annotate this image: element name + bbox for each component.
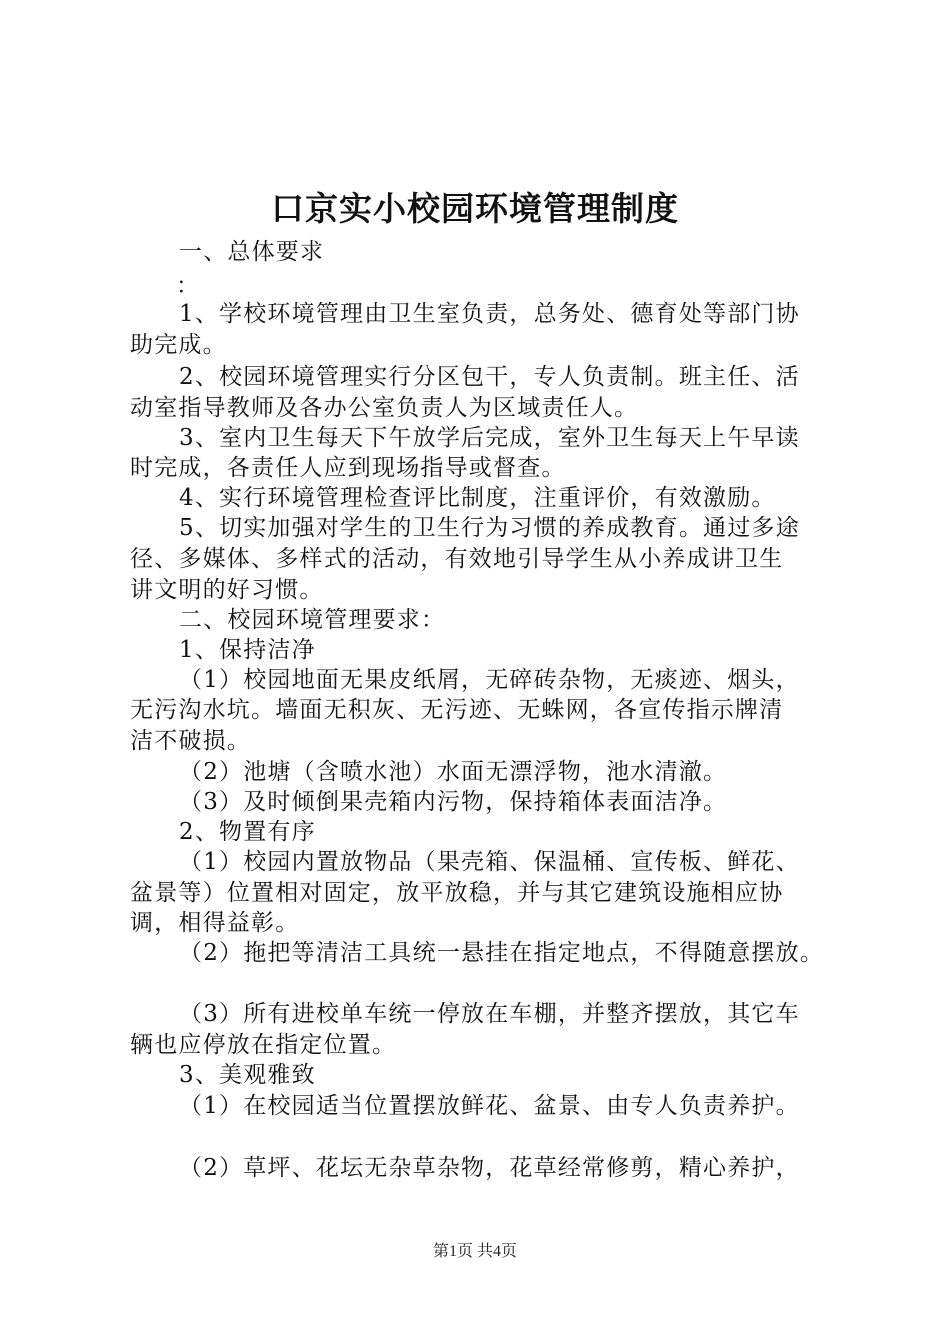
text-line: 洁不破损。: [130, 728, 251, 754]
subsection-heading: 1、保持洁净: [179, 637, 316, 663]
text-line: （3）及时倾倒果壳箱内污物，保持箱体表面洁净。: [179, 789, 728, 815]
text-line: 5、切实加强对学生的卫生行为习惯的养成教育。通过多途: [179, 515, 800, 541]
document-title: 口京实小校园环境管理制度: [271, 189, 679, 228]
text-line: （1）校园内置放物品（果壳箱、保温桶、宣传板、鲜花、: [179, 849, 800, 875]
text-line: （1）校园地面无果皮纸屑，无碎砖杂物，无痰迹、烟头，: [179, 667, 800, 693]
text-line: 径、多媒体、多样式的活动，有效地引导学生从小养成讲卫生: [130, 546, 784, 572]
text-line: （3）所有进校单车统一停放在车棚，并整齐摆放，其它车: [179, 1001, 800, 1027]
text-line: 讲文明的好习惯。: [130, 577, 324, 603]
text-line: （1）在校园适当位置摆放鲜花、盆景、由专人负责养护。: [179, 1093, 800, 1119]
text-line: 动室指导教师及各办公室负责人为区域责任人。: [130, 395, 639, 421]
text-line: （2）草坪、花坛无杂草杂物，花草经常修剪，精心养护，: [179, 1155, 800, 1181]
text-line: 2、校园环境管理实行分区包干，专人负责制。班主任、活: [179, 364, 800, 390]
section-heading: 一、总体要求: [179, 239, 325, 265]
subsection-heading: 2、物置有序: [179, 819, 316, 845]
text-line: 辆也应停放在指定位置。: [130, 1032, 397, 1058]
text-line: ：: [176, 273, 201, 299]
subsection-heading: 3、美观雅致: [179, 1062, 316, 1088]
text-line: 盆景等）位置相对固定，放平放稳，并与其它建筑设施相应协: [130, 880, 784, 906]
page-footer: 第1页 共4页: [432, 1243, 517, 1260]
text-line: （2）池塘（含喷水池）水面无漂浮物，池水清澈。: [179, 759, 728, 785]
text-line: 时完成，各责任人应到现场指导或督查。: [130, 455, 566, 481]
text-line: （2）拖把等清洁工具统一悬挂在指定地点，不得随意摆放。: [179, 940, 825, 966]
text-line: 4、实行环境管理检查评比制度，注重评价，有效激励。: [179, 485, 776, 511]
text-line: 1、学校环境管理由卫生室负责，总务处、德育处等部门协: [179, 301, 800, 327]
text-line: 3、室内卫生每天下午放学后完成，室外卫生每天上午早读: [179, 425, 800, 451]
section-heading: 二、校园环境管理要求：: [179, 607, 446, 633]
text-line: 助完成。: [130, 332, 227, 358]
text-line: 无污沟水坑。墙面无积灰、无污迹、无蛛网，各宣传指示牌清: [130, 697, 784, 723]
text-line: 调，相得益彰。: [130, 910, 300, 936]
